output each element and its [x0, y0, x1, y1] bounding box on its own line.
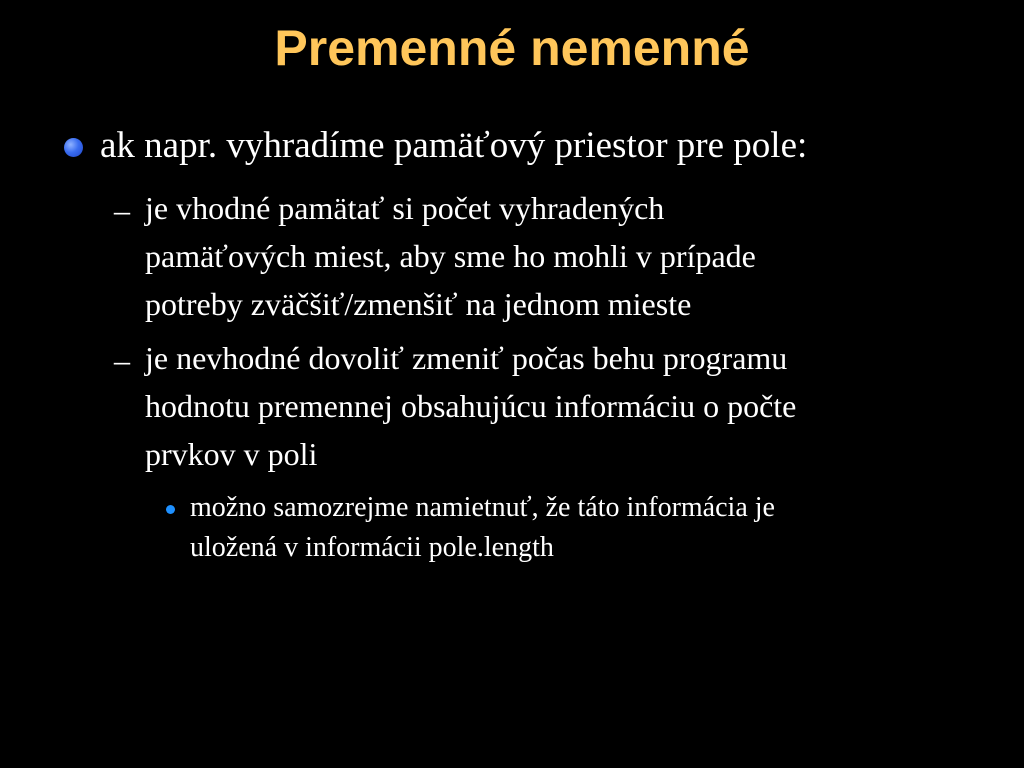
bullet-level2-item-1-line-3: potreby zväčšiť/zmenšiť na jednom mieste [145, 286, 692, 322]
bullet-level2-item-2 [145, 334, 985, 478]
bullet-level3-item-1 [190, 488, 990, 568]
bullet-level3-item-1-line-1: možno samozrejme namietnuť, že táto informácia je [190, 492, 775, 523]
bullet-level2-item-1-line-1: je vhodné pamätať si počet vyhradených [145, 190, 665, 226]
bullet-level1-text: ak napr. vyhradíme pamäťový priestor pre pole: [100, 125, 808, 166]
bullet-level2-item-1 [145, 184, 985, 328]
bullet-level2-item-1-line-2: pamäťových miest, aby sme ho mohli v prípade [145, 238, 756, 274]
bullet-level2-item-2-line-1: je nevhodné dovoliť zmeniť počas behu programu [145, 340, 788, 376]
bullet-level2-item-2-line-2: hodnotu premennej obsahujúcu informáciu o počte [145, 388, 797, 424]
slide-title: Premenné nemenné [274, 20, 750, 76]
blue-sphere-bullet-icon [64, 138, 83, 157]
bullet-level3-item-1-line-2: uložená v informácii pole.length [190, 532, 554, 563]
blue-dot-bullet-icon [166, 505, 175, 514]
en-dash-bullet-icon: – [114, 342, 130, 378]
en-dash-bullet-icon: – [114, 192, 130, 228]
bullet-level2-item-2-line-3: prvkov v poli [145, 436, 318, 472]
